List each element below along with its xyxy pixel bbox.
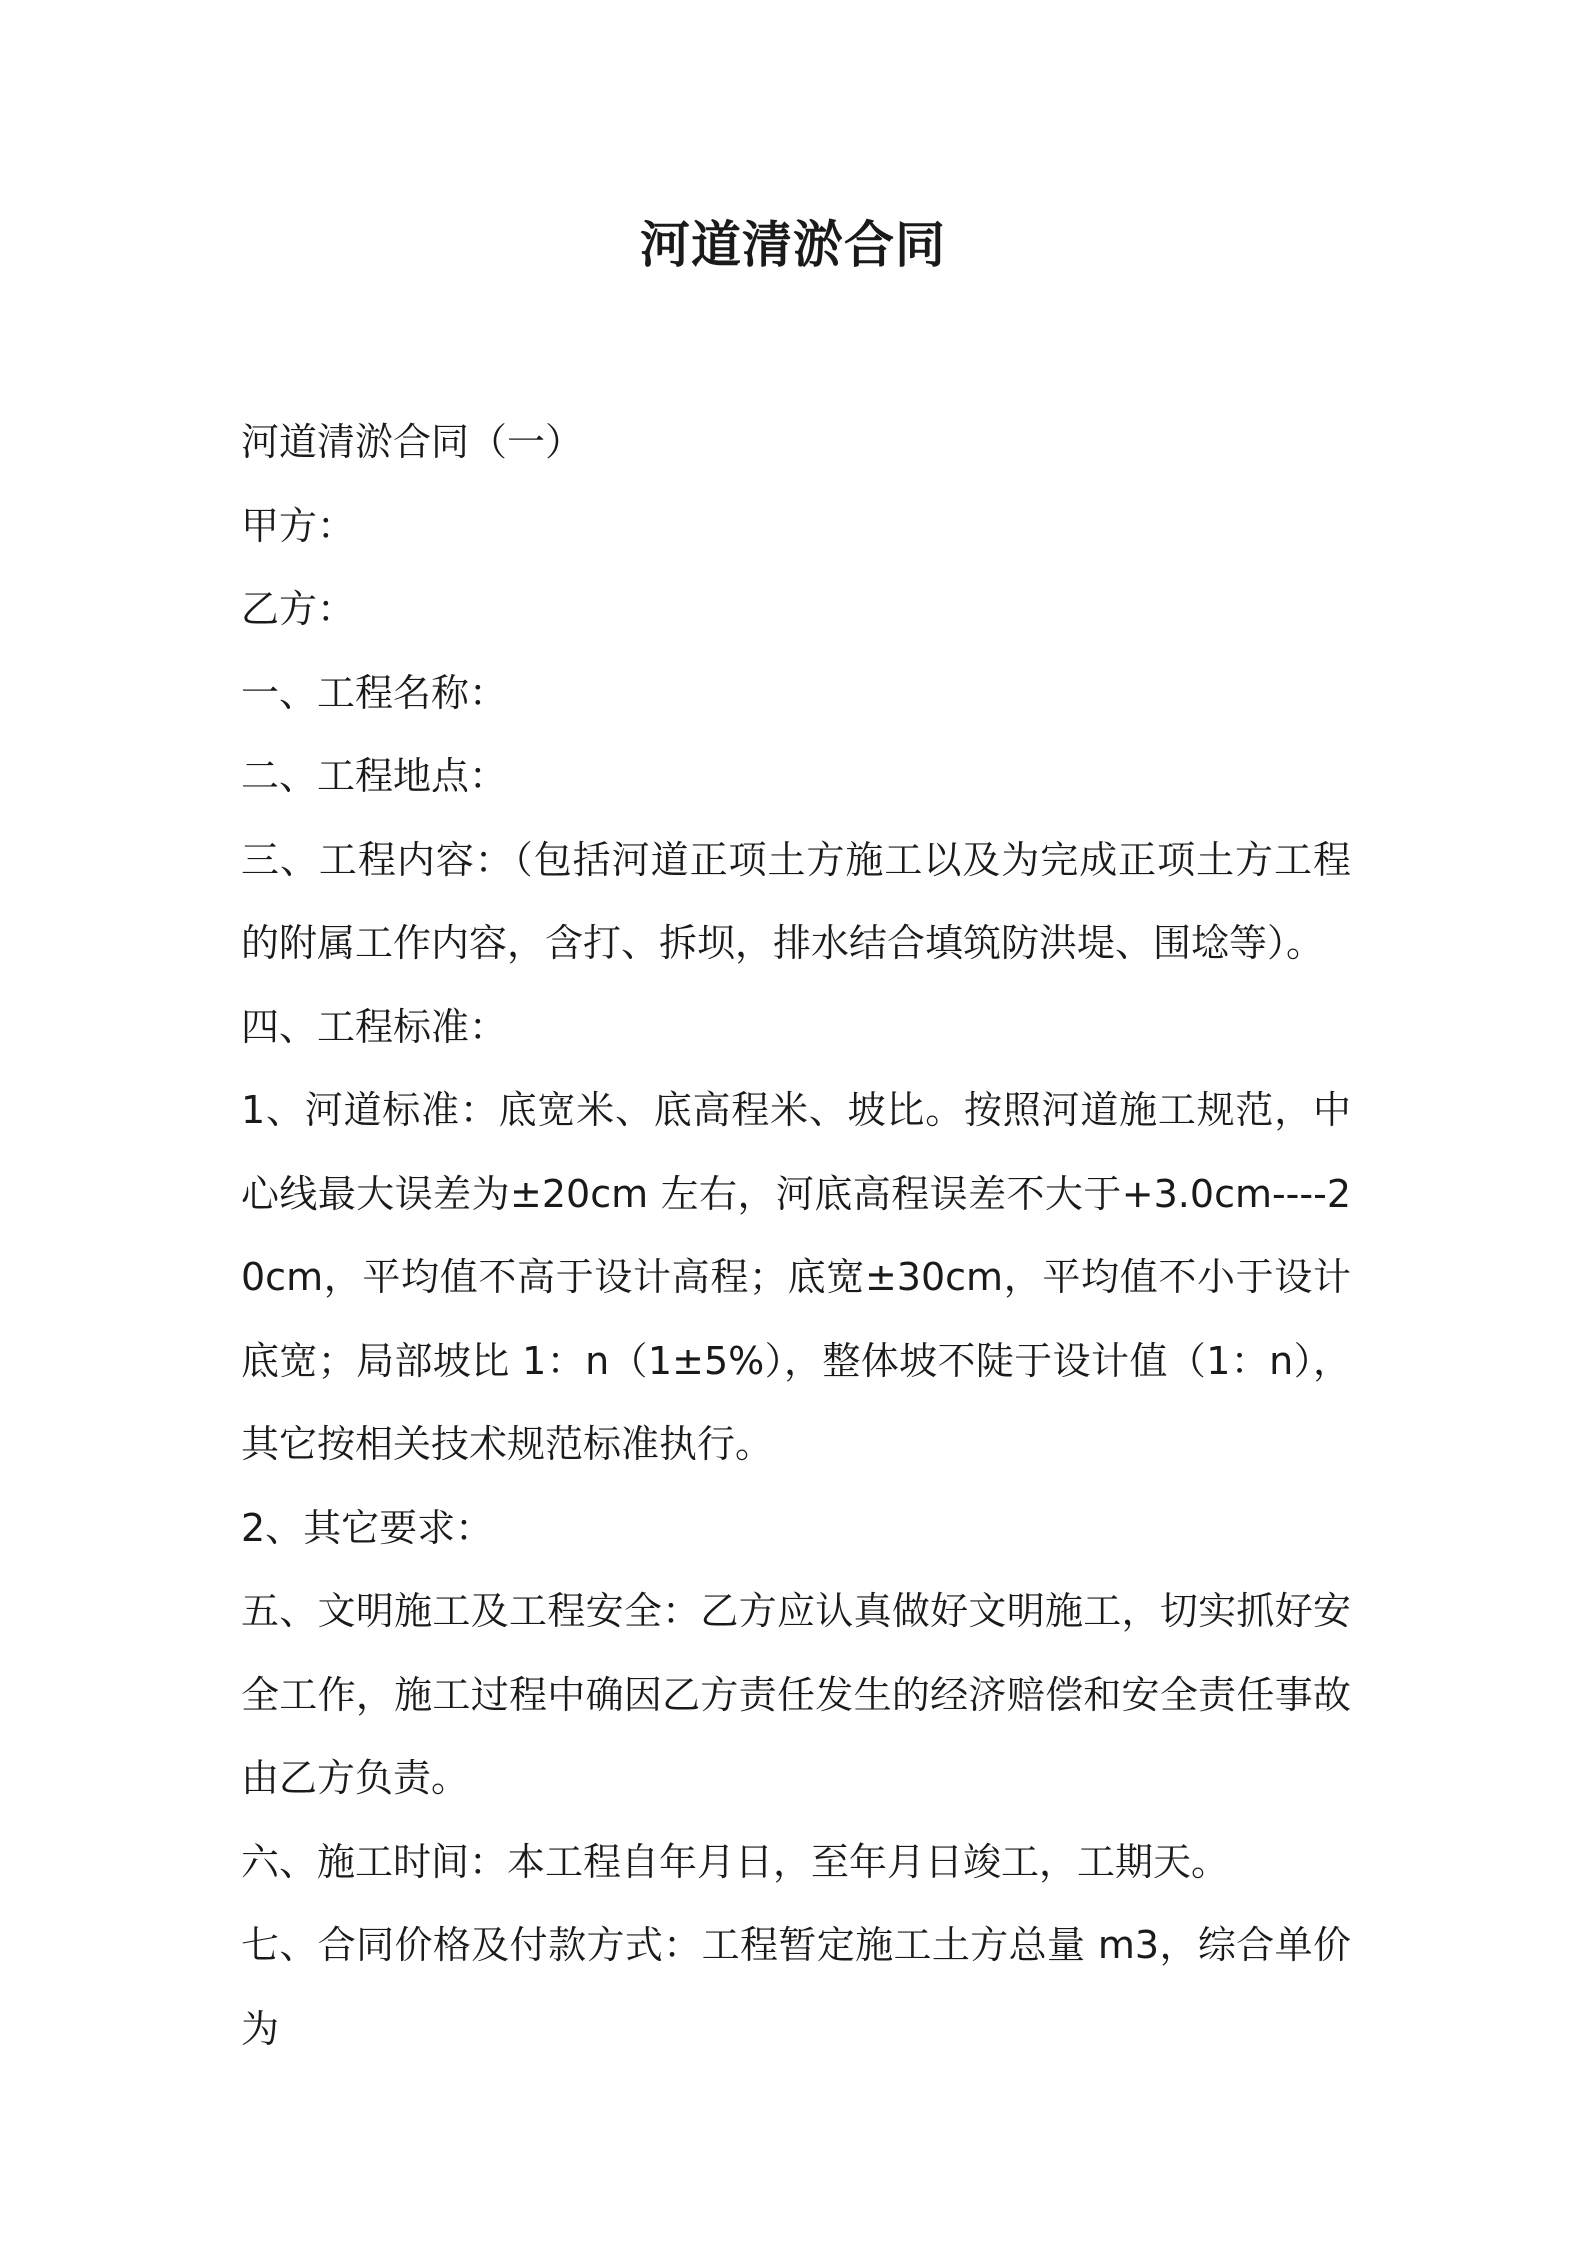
document-body (241, 401, 1351, 2071)
document-title: 河道清淤合同 (640, 216, 946, 274)
project-standard-heading: 四、工程标准： (241, 1004, 508, 1049)
contract-subtitle: 河道清淤合同（一） (241, 420, 584, 464)
river-standard-clause: 1、河道标准：底宽米、底高程米、坡比。按照河道施工规范，中心线最大误差为±20cm 左右，河底高程误差不大于+3.0cm----20cm，平均值不高于设计高程；底宽±30cm，平均值不小于设计底宽；局部坡比 1：n（1±5%），整体坡不陡于设计值（1：n），其它按相关技术规范标准执行。 (241, 1088, 1351, 1466)
construction-time-clause: 六、施工时间：本工程自年月日，至年月日竣工，工期天。 (241, 1839, 1230, 1884)
project-location-clause: 二、工程地点： (241, 754, 508, 798)
price-payment-clause: 七、合同价格及付款方式：工程暂定施工土方总量 m3，综合单价为 (241, 1923, 1351, 2051)
party-a-line: 甲方： (241, 503, 356, 548)
project-content-clause: 三、工程内容：（包括河道正项土方施工以及为完成正项土方工程的附属工作内容，含打、拆坝，排水结合填筑防洪堤、围埝等）。 (241, 837, 1351, 965)
other-requirements-clause: 2、其它要求： (241, 1505, 494, 1550)
safety-clause: 五、文明施工及工程安全：乙方应认真做好文明施工，切实抓好安全工作，施工过程中确因乙方责任发生的经济赔偿和安全责任事故由乙方负责。 (241, 1589, 1351, 1800)
project-name-clause: 一、工程名称： (241, 670, 508, 715)
party-b-line: 乙方： (241, 587, 356, 631)
